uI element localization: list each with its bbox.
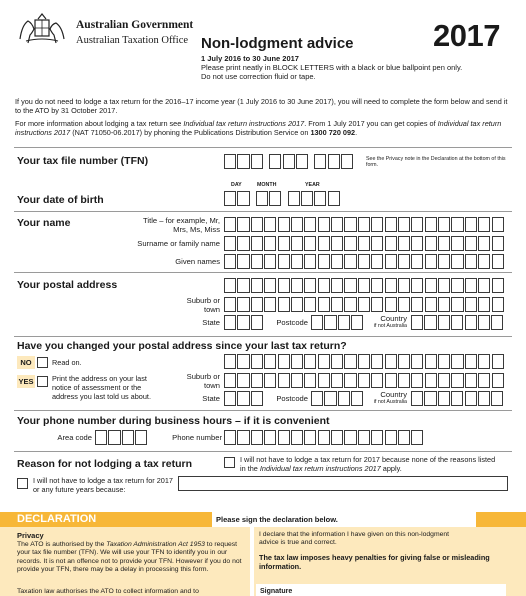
given-names-label: Given names: [175, 257, 220, 266]
signature-box[interactable]: [256, 584, 506, 596]
reason-option-1-checkbox[interactable]: [224, 457, 235, 468]
previous-state-label: State: [202, 394, 220, 403]
reason-option-2-checkbox[interactable]: [17, 478, 28, 489]
phone-number-label: Phone number: [172, 433, 222, 442]
gov-name-2: Australian Taxation Office: [76, 35, 189, 46]
coat-of-arms-logo: [16, 13, 68, 45]
divider: [14, 336, 512, 337]
dob-month-heading: MONTH: [257, 182, 277, 188]
area-code-label: Area code: [57, 433, 92, 442]
declaration-title: DECLARATION: [17, 513, 97, 525]
no-checkbox[interactable]: [37, 357, 48, 368]
area-code-input[interactable]: [95, 430, 149, 445]
intro-paragraph-1: If you do not need to lodge a tax return for the 2016–17 income year (1 July 2016 to 30 June 2017), you will need to complete the form below and send it to the ATO by 31 October 2017.: [15, 97, 508, 115]
tfn-label: Your tax file number (TFN): [17, 155, 149, 167]
country-label: Country if not Australia: [373, 314, 407, 329]
penalty-text: The tax law imposes heavy penalties for giving false or misleading information.: [259, 553, 490, 571]
declaration-sign-note: Please sign the declaration below.: [212, 512, 476, 527]
instruction-1: Please print neatly in BLOCK LETTERS with a black or blue ballpoint pen only.: [201, 63, 463, 72]
previous-country-label: Country if not Australia: [373, 390, 407, 405]
gov-name-1: Australian Government: [76, 19, 194, 31]
postal-postcode-input[interactable]: [311, 315, 365, 330]
given-names-input[interactable]: [224, 254, 505, 269]
phone-number-input[interactable]: [224, 430, 425, 445]
dob-year-heading: YEAR: [305, 182, 320, 188]
signature-label: Signature: [260, 588, 293, 595]
form-title: Non-lodgment advice: [201, 35, 354, 52]
phone-label: Your phone number during business hours – if it is convenient: [17, 415, 330, 427]
instruction-2: Do not use correction fluid or tape.: [201, 72, 316, 81]
privacy-text-2: Taxation law authorises the ATO to collect information and to: [17, 588, 199, 595]
suburb-label: Suburb or town: [186, 296, 220, 314]
reason-explanation-input[interactable]: [178, 476, 508, 491]
yes-option: YES: [18, 377, 34, 386]
dob-label: Your date of birth: [17, 194, 104, 206]
name-label: Your name: [17, 217, 71, 229]
tfn-input[interactable]: [224, 154, 354, 169]
tfn-privacy-note: See the Privacy note in the Declaration at the bottom of this form.: [366, 156, 506, 168]
previous-country-input[interactable]: [411, 391, 505, 406]
title-label: Title – for example, Mr, Mrs, Ms, Miss: [143, 216, 220, 234]
yes-text: Print the address on your last notice of assessment or the address you last told us about.: [52, 374, 151, 401]
form-year: 2017: [433, 18, 500, 53]
postal-address-line-1[interactable]: [224, 278, 505, 293]
previous-postcode-label: Postcode: [276, 394, 308, 403]
divider: [14, 410, 512, 411]
state-label: State: [202, 318, 220, 327]
divider: [14, 272, 512, 273]
previous-state-input[interactable]: [224, 391, 264, 406]
declare-text: I declare that the information I have given on this non-lodgment advice is true and correct.: [259, 531, 450, 547]
no-text: Read on.: [52, 358, 82, 367]
reason-label: Reason for not lodging a tax return: [17, 458, 193, 470]
postal-label: Your postal address: [17, 279, 118, 291]
privacy-title: Privacy: [17, 531, 44, 540]
surname-label: Surname or family name: [137, 239, 220, 248]
reason-option-2-text: I will not have to lodge a tax return for 2017 or any future years because:: [33, 476, 173, 494]
divider: [14, 147, 512, 148]
divider: [14, 451, 512, 452]
dob-input[interactable]: [224, 191, 341, 206]
period: 1 July 2016 to 30 June 2017: [201, 54, 299, 63]
reason-option-1-text: I will not have to lodge a tax return for 2017 because none of the reasons listed in the Individual tax return instructions 2017 apply.: [240, 455, 496, 473]
previous-suburb-label: Suburb or town: [186, 372, 220, 390]
surname-input[interactable]: [224, 236, 505, 251]
yes-checkbox[interactable]: [37, 376, 48, 387]
divider: [14, 211, 512, 212]
postcode-label: Postcode: [276, 318, 308, 327]
postal-suburb-input[interactable]: [224, 297, 505, 312]
intro-paragraph-2: For more information about lodging a tax return see Individual tax return instructions 2017. From 1 July 2017 you can get copies of Individual tax return instructions 2017 (NAT 71050-06.2017) by phoning the Publications Distribution Service on 1300 720 092.: [15, 119, 502, 137]
previous-address-line-1[interactable]: [224, 354, 505, 369]
no-option: NO: [17, 356, 35, 369]
privacy-text: The ATO is authorised by the Taxation Administration Act 1953 to request your tax file number (TFN). We will use your TFN to identify you in our records. It is not an offence not to provide your TFN. However if you do not provide your TFN, there may be a delay in processing this form.: [17, 541, 242, 573]
postal-state-input[interactable]: [224, 315, 264, 330]
previous-postcode-input[interactable]: [311, 391, 365, 406]
postal-country-input[interactable]: [411, 315, 505, 330]
dob-day-heading: DAY: [231, 182, 242, 188]
previous-suburb-input[interactable]: [224, 373, 505, 388]
changed-address-label: Have you changed your postal address since your last tax return?: [17, 340, 347, 352]
title-input[interactable]: [224, 217, 505, 232]
